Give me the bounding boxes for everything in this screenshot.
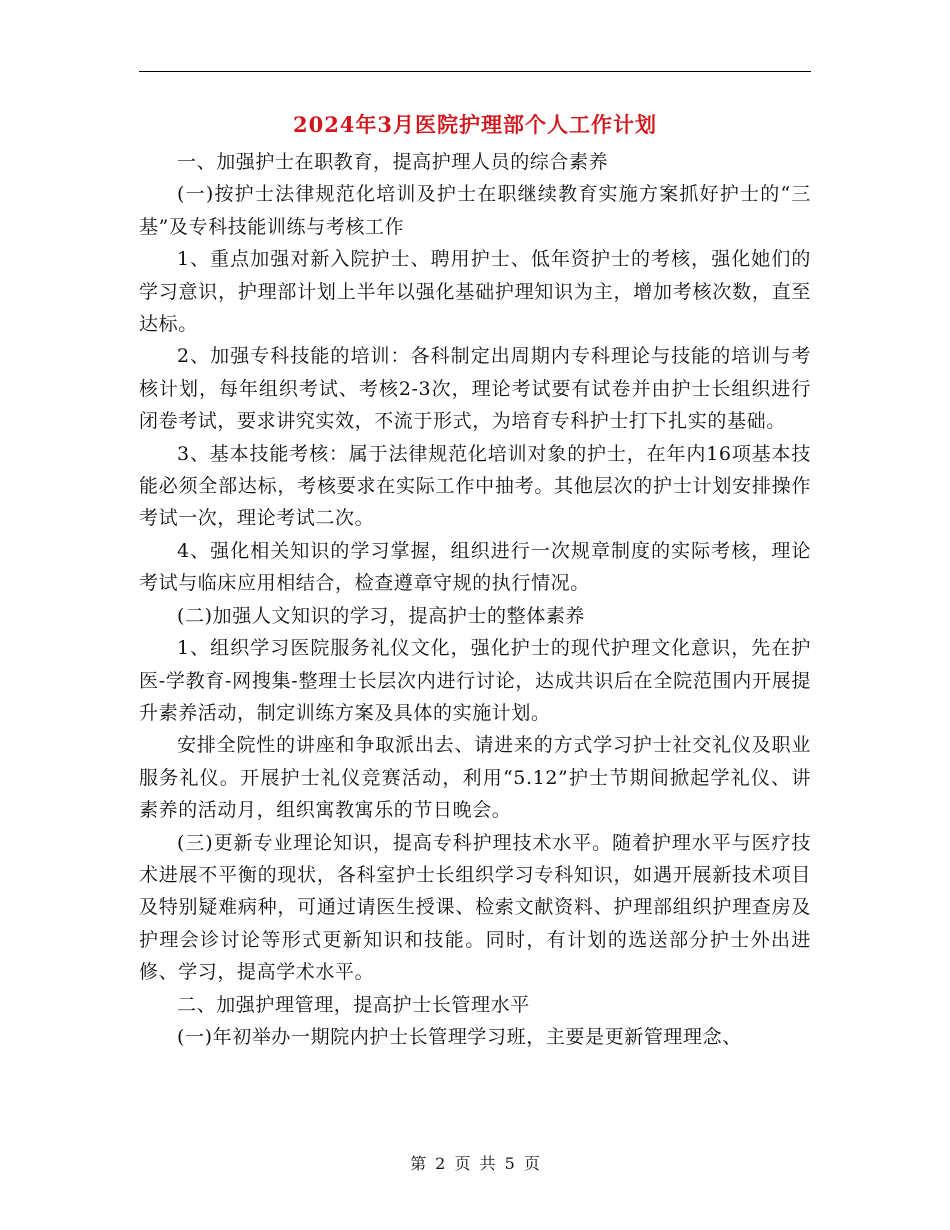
paragraph: 3、基本技能考核：属于法律规范化培训对象的护士，在年内16项基本技能必须全部达标，考核要求在实际工作中抽考。其他层次的护士计划安排操作考试一次，理论考试二次。 [139,442,811,530]
paragraph: 2、加强专科技能的培训：各科制定出周期内专科理论与技能的培训与考核计划，每年组织考试、考核2-3次，理论考试要有试卷并由护士长组织进行闭卷考试，要求讲究实效，不流于形式，为培育专科护士打下扎实的基础。 [139,345,811,433]
paragraph: 1、重点加强对新入院护士、聘用护士、低年资护士的考核，强化她们的学习意识，护理部计划上半年以强化基础护理知识为主，增加考核次数，直至达标。 [139,248,811,336]
paragraph: 4、强化相关知识的学习掌握，组织进行一次规章制度的实际考核，理论考试与临床应用相结合，检查遵章守规的执行情况。 [139,539,811,595]
paragraph: 二、加强护理管理，提高护士长管理水平 [177,993,530,1016]
paragraph: (一)按护士法律规范化培训及护士在职继续教育实施方案抓好护士的“三基”及专科技能训练与考核工作 [139,183,811,238]
paragraph: (三)更新专业理论知识，提高专科护理技术水平。随着护理水平与医疗技术进展不平衡的现状，各科室护士长组织学习专科知识，如遇开展新技术项目及特别疑难病种，可通过请医生授课、检索文献资料、护理部组织护理查房及护理会诊讨论等形式更新知识和技能。同时，有计划的选送部分护士外出进修、学习，提高学术水平。 [139,831,811,984]
paragraph: 一、加强护士在职教育，提高护理人员的综合素养 [177,151,609,173]
document-body [139,146,811,1053]
paragraph: 1、组织学习医院服务礼仪文化，强化护士的现代护理文化意识，先在护医-学教育-网搜集-整理士长层次内进行讨论，达成共识后在全院范围内开展提升素养活动，制定训练方案及具体的实施计划。 [139,637,811,724]
paragraph: (二)加强人文知识的学习，提高护士的整体素养 [177,604,586,627]
page-number: 第 2 页 共 5 页 [410,1154,540,1173]
header-rule [139,71,811,72]
paragraph: 安排全院性的讲座和争取派出去、请进来的方式学习护士社交礼仪及职业服务礼仪。开展护士礼仪竞赛活动，利用“5.12”护士节期间掀起学礼仪、讲素养的活动月，组织寓教寓乐的节日晚会。 [139,734,811,822]
paragraph: (一)年初举办一期院内护士长管理学习班，主要是更新管理理念、 [177,1025,742,1048]
document-title: 2024年3月医院护理部个人工作计划 [292,112,658,137]
